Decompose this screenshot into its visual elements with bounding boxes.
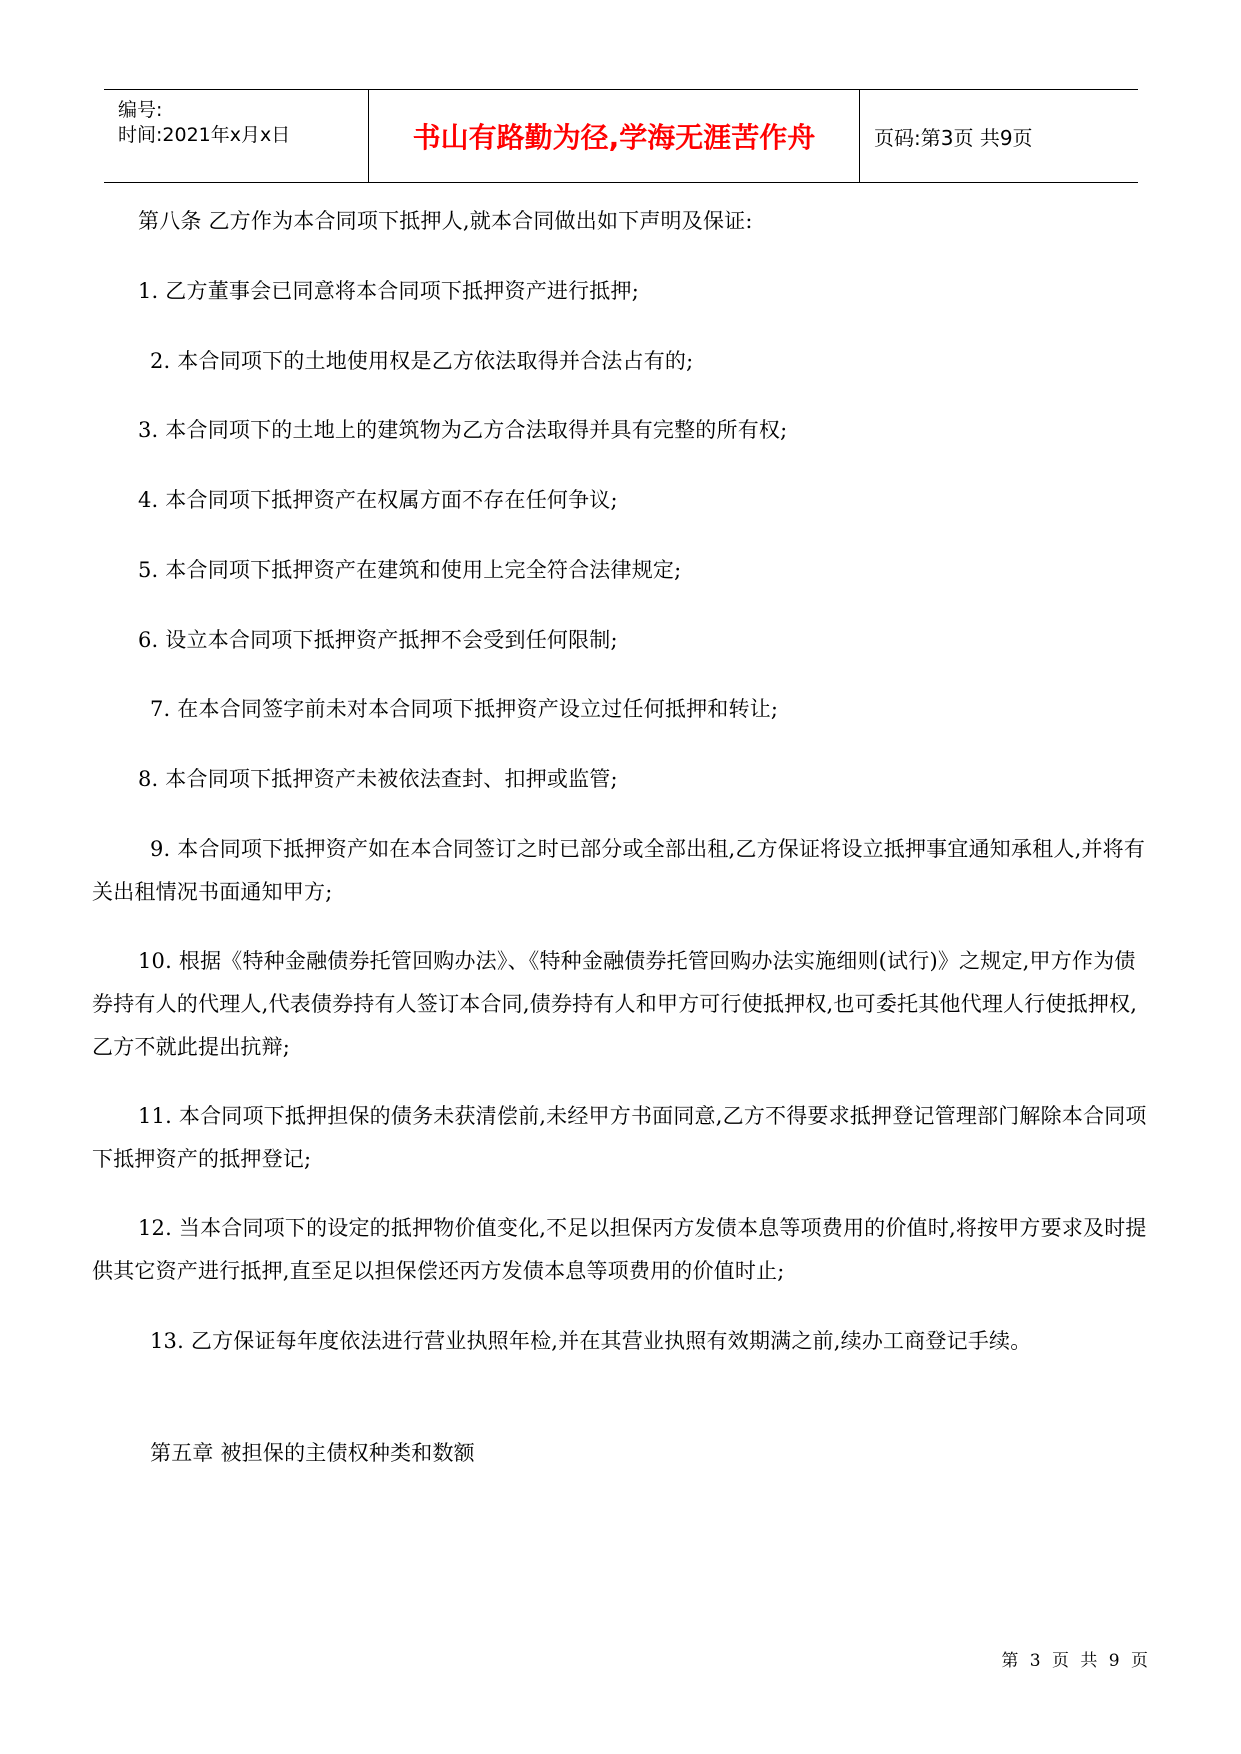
list-item: 12. 当本合同项下的设定的抵押物价值变化,不足以担保丙方发债本息等项费用的价值时,将按甲方要求及时提供其它资产进行抵押,直至足以担保偿还丙方发债本息等项费用的价值时止;	[92, 1216, 1147, 1283]
list-item: 10. 根据《特种金融债券托管回购办法》、《特种金融债券托管回购办法实施细则(试行)》之规定,甲方作为债券持有人的代理人,代表债券持有人签订本合同,债券持有人和甲方可行使抵押权,也可委托其他代理人行使抵押权,乙方不就此提出抗辩;	[92, 949, 1138, 1059]
document-header	[104, 89, 1138, 183]
article-title: 第八条 乙方作为本合同项下抵押人,就本合同做出如下声明及保证:	[138, 209, 753, 233]
header-motto: 书山有路勤为径,学海无涯苦作舟	[369, 90, 860, 182]
header-meta	[104, 90, 369, 182]
list-item: 11. 本合同项下抵押担保的债务未获清偿前,未经甲方书面同意,乙方不得要求抵押登记管理部门解除本合同项下抵押资产的抵押登记;	[92, 1104, 1147, 1171]
list-item: 1. 乙方董事会已同意将本合同项下抵押资产进行抵押;	[138, 279, 639, 303]
page-footer: 第 3 页 共 9 页	[1001, 1651, 1148, 1671]
list-item: 5. 本合同项下抵押资产在建筑和使用上完全符合法律规定;	[138, 558, 682, 582]
list-item: 8. 本合同项下抵押资产未被依法查封、扣押或监管;	[138, 767, 618, 791]
number-label: 编号:	[118, 99, 163, 121]
list-item: 7. 在本合同签字前未对本合同项下抵押资产设立过任何抵押和转让;	[150, 697, 779, 721]
list-item: 3. 本合同项下的土地上的建筑物为乙方合法取得并具有完整的所有权;	[138, 418, 788, 442]
list-item: 4. 本合同项下抵押资产在权属方面不存在任何争议;	[138, 488, 618, 512]
list-item: 2. 本合同项下的土地使用权是乙方依法取得并合法占有的;	[150, 349, 694, 373]
time-label: 时间:2021年x月x日	[118, 124, 291, 146]
chapter-title: 第五章 被担保的主债权种类和数额	[150, 1441, 475, 1465]
list-item: 13. 乙方保证每年度依法进行营业执照年检,并在其营业执照有效期满之前,续办工商登记手续。	[150, 1329, 1032, 1353]
header-page-code: 页码:第3页 共9页	[874, 125, 1033, 150]
list-item: 9. 本合同项下抵押资产如在本合同签订之时已部分或全部出租,乙方保证将设立抵押事宜通知承租人,并将有关出租情况书面通知甲方;	[92, 837, 1146, 904]
list-item: 6. 设立本合同项下抵押资产抵押不会受到任何限制;	[138, 628, 618, 652]
